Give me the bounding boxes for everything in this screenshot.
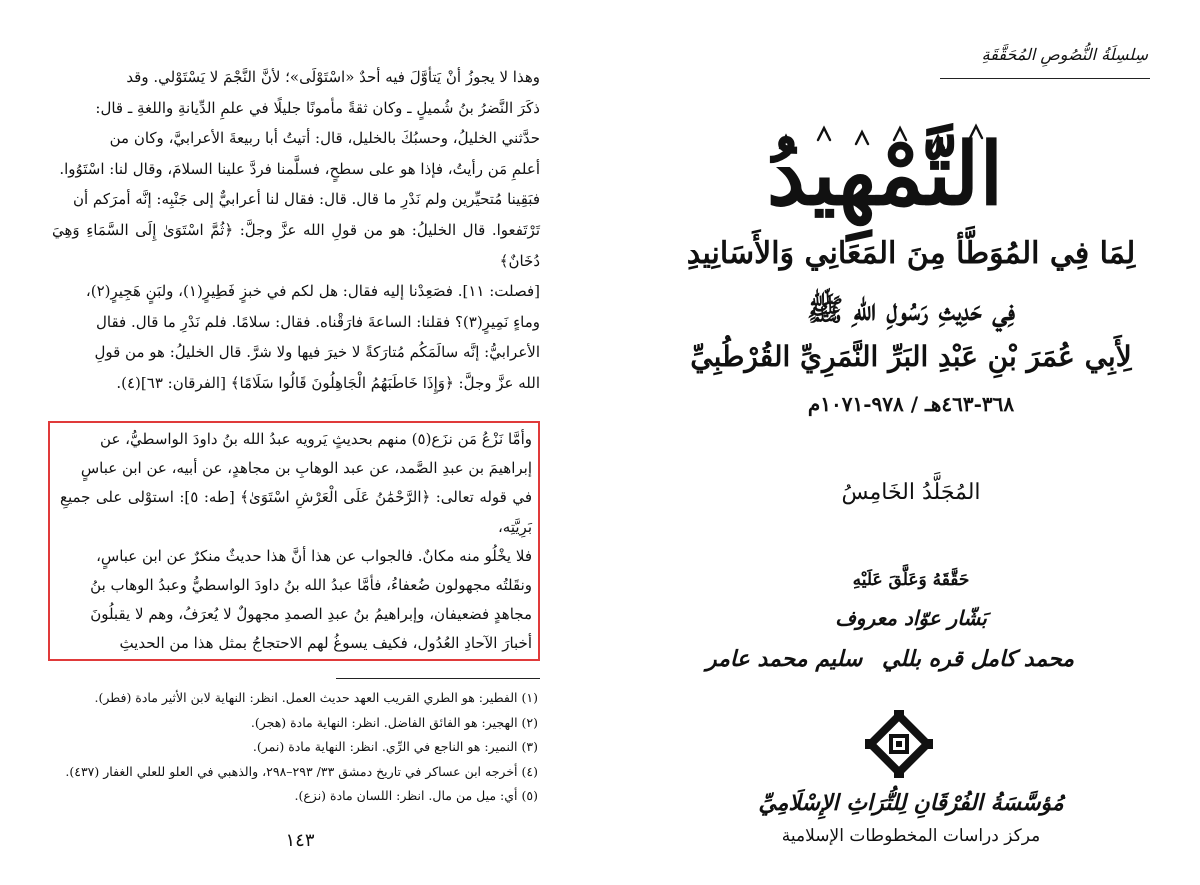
footnotes <box>60 686 538 809</box>
main-text <box>52 62 540 399</box>
subtitle-line-1: لِمَا فِي المُوَطَّأ مِنَ المَعَانِي وَالأَسَانِيدِ <box>686 236 1136 271</box>
text-line: وأمَّا نَزْعُ مَن نزَع(٥) منهم بحديثٍ يَرويه عبدُ الله بنُ داودَ الواسطيُّ، عن <box>100 430 532 448</box>
highlighted-paragraph <box>60 425 532 659</box>
editor-right: محمد كامل قره بللي <box>882 646 1075 672</box>
footnote: (٢) الهجير: هو الفائق الفاضل. انظر: النهاية مادة (هجر). <box>250 714 538 730</box>
text-line: وماءٍ نَمِيرٍ(٣)؟ فقلنا: الساعةَ فارَقْناه. فقال: سلامًا. فلم نَدْرِ ما قال. فقال <box>96 312 540 331</box>
text-line: مجاهدٍ فضعيفان، وإبراهيمُ بنُ عبدِ الصمدِ مجهولٌ لا يُعرَفُ، وهم لا يقبلُونَ <box>90 605 532 624</box>
editor-primary: بَشّار عوّاد معروف <box>835 606 987 630</box>
research-center-name: مركز دراسات المخطوطات الإسلامية <box>781 826 1041 846</box>
author-dates: ٣٦٨-٤٦٣هـ / ٩٧٨-١٠٧١م <box>807 392 1015 416</box>
book-title: التَّمْهِيدُ <box>766 124 1004 225</box>
volume-label: المُجَلَّدُ الخَامِسُ <box>841 480 981 505</box>
text-line: في قوله تعالى: ﴿الرَّحْمَٰنُ عَلَى الْعَرْشِ اسْتَوَىٰ﴾ [طه: ٥]: استوْلى على جميعِ بَرِيَّتِه، <box>60 488 532 536</box>
page-number: ١٤٣ <box>285 830 315 851</box>
text-line: أعلمِ مَن رأيتُ، فإذا هو على سطحٍ، فسلَّمنا فردَّ علينا السلامَ، وقال لنا: اسْتَوُوا. <box>59 159 540 178</box>
footnote-divider <box>336 678 540 679</box>
text-line: فبَقِينا مُتحيِّرين ولم نَدْرِ ما قال. قال: فقال لنا أعرابيٌّ إلى جَنْبِه: إنَّه أمرَكم أن <box>72 190 540 209</box>
text-line: وهذا لا يجوزُ أنْ يَتأوَّلَ فيه أحدٌ «اسْتَوْلَى»؛ لأنَّ النَّجْمَ لا يَسْتَوْلي. وقد <box>126 68 540 86</box>
edited-by-label: حَقَّقَهُ وَعَلَّقَ عَلَيْهِ <box>852 570 970 590</box>
text-line: أخبارَ الآحادِ العُدُول، فكيف يسوغُ لهم الاحتجاجُ بمثل هذا من الحديثِ <box>119 634 532 653</box>
footnote: (٣) النمير: هو الناجع في الرِّي. انظر: النهاية مادة (نمر). <box>252 739 538 755</box>
series-title: سِلسِلَةُ النُّصُوصِ المُحَقَّقَةِ <box>981 45 1148 64</box>
text-line: [فصلت: ١١]. فصَعِدْنا إليه فقال: هل لكم في خبزٍ فَطِيرٍ(١)، ولبَنٍ هَجِيرٍ(٢)، <box>85 282 540 301</box>
publisher-name: مُؤسَّسَةُ الفُرْقَانِ لِلتُّرَاثِ الإِسْلَامِيِّ <box>758 790 1064 816</box>
text-line: الأعرابيُّ: إنَّه سالَمَكُم مُتارَكةً لا خيرَ فيها ولا شرَّ. قال الخليلُ: هو من قولِ <box>94 343 540 362</box>
author-name: لِأَبِي عُمَرَ بْنِ عَبْدِ البَرِّ النَّمَرِيِّ القُرْطُبِيِّ <box>690 340 1132 373</box>
series-rule <box>940 78 1150 79</box>
text-line: حدَّثني الخليلُ، وحسبُكَ بالخليل، قال: أتيتُ أبا ربيعةَ الأعرابيَّ، وكان من <box>109 129 540 148</box>
text-line: الله عزَّ وجلَّ: ﴿وَإِذَا خَاطَبَهُمُ الْجَاهِلُونَ قَالُوا سَلَامًا﴾ [الفرقان: ٦٣](٤). <box>116 373 540 392</box>
footnote: (٤) أخرجه ابن عساكر في تاريخ دمشق ٣٣/ ٢٩٣–٢٩٨، والذهبي في العلو للعلي الغفار (٤٣٧). <box>65 763 538 779</box>
text-line: تَرْتَفعوا. قال الخليلُ: هو من قولِ الله عزَّ وجلَّ: ﴿ثُمَّ اسْتَوَىٰ إِلَى السَّمَاءِ وَهِيَ دُخَانٌ﴾ <box>52 220 540 270</box>
text-line: إبراهيمَ بن عبدِ الصَّمد، عن عبد الوهابِ بن مجاهدٍ، عن أبيه، عن ابن عباسٍ <box>80 459 532 478</box>
text-line: فلا يخْلُو منه مكانٌ. فالجواب عن هذا أنَّ هذا حديثٌ منكرٌ عن ابن عباسٍ، <box>96 546 532 565</box>
text-line: ونقَلتُه مجهولون ضُعفاءُ، فأمَّا عبدُ الله بنُ داودَ الواسطيُّ وعبدُ الوهاب بنُ <box>90 576 532 595</box>
text-line: ذكَرَ النَّضرُ بنُ شُميلٍ ـ وكان ثقةً مأمونًا جليلًا في علمِ الدِّيانةِ واللغةِ ـ قال: <box>95 98 540 117</box>
editor-left: سليم محمد عامر <box>706 646 863 672</box>
publisher-logo-icon <box>863 708 935 780</box>
footnote: (١) الفطير: هو الطري القريب العهد حديث العمل. انظر: النهاية لابن الأثير مادة (فطر). <box>94 690 538 705</box>
subtitle-line-2: فِي حَدِيثِ رَسُولِ اللهِ ﷺ <box>806 293 1016 328</box>
footnote: (٥) أي: ميل من مال. انظر: اللسان مادة (نزع). <box>294 788 538 804</box>
